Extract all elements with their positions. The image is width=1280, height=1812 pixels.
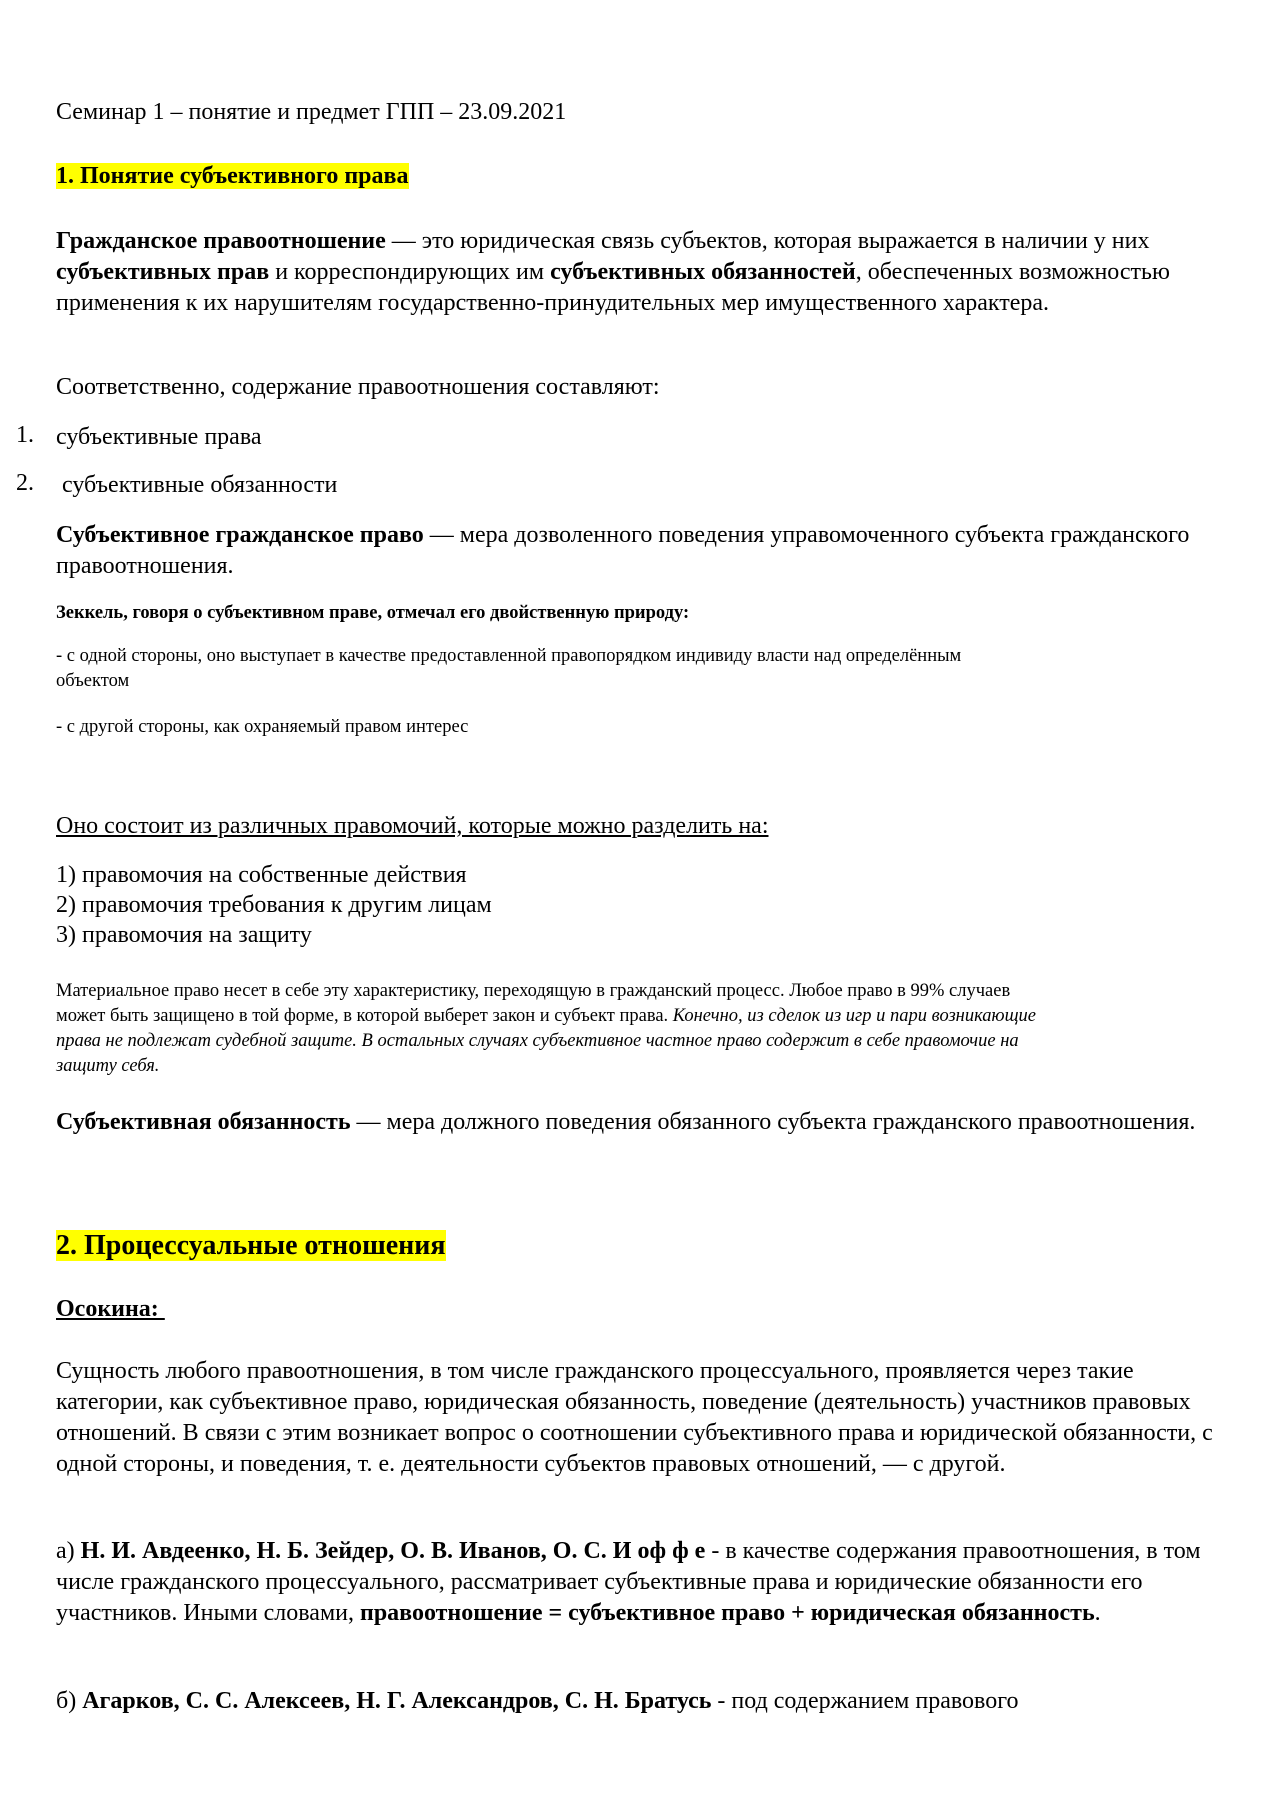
section-1-heading [56,161,1226,192]
view-a-paragraph: а) Н. И. Авдеенко, Н. Б. Зейдер, О. В. Иванов, О. С. И оф ф е - в качестве содержания правоотношения, в том числе гражданского процессуального, рассматривает субъективные права и юридические обязанности его участников. Иными словами, правоотношение = субъективное право + юридическая обязанность. [56,1538,1201,1626]
term-subjective-rights: субъективных прав [56,259,270,285]
term-subjective-duties: субъективных обязанностей [550,259,856,285]
powers-item: 2) правомочия требования к другим лицам [56,892,492,918]
section-1-heading-text: 1. Понятие субъективного права [56,163,409,189]
powers-item: 3) правомочия на защиту [56,922,312,948]
zeckel-point-2: - с другой стороны, как охраняемый правом интерес [56,717,469,737]
term-subjective-duty: Субъективная обязанность [56,1109,351,1135]
section-2-heading-text: 2. Процессуальные отношения [56,1230,446,1261]
view-b-paragraph: б) Агарков, С. С. Алексеев, Н. Г. Александров, С. Н. Братусь - под содержанием правового [56,1688,1019,1714]
civil-relation-definition: Гражданское правоотношение — это юридическая связь субъектов, которая выражается в наличии у них субъективных прав и корреспондирующих им субъективных обязанностей, обеспеченных возможностью применения к их нарушителям государственно-принудительных мер имущественного характера. [56,228,1170,316]
list-item-number: 2. [16,470,34,496]
content-intro: Соответственно, содержание правоотношения составляют: [56,374,660,400]
section-2-heading [56,1230,1226,1263]
list-item-number: 1. [16,422,34,448]
formula-a: правоотношение = субъективное право + юридическая обязанность [359,1600,1095,1626]
subjective-duty-definition: Субъективная обязанность — мера должного поведения обязанного субъекта гражданского правоотношения. [56,1109,1196,1135]
authors-b: Агарков, С. С. Алексеев, Н. Г. Александров, С. Н. Братусь [82,1688,712,1714]
zeckel-heading: Зеккель, говоря о субъективном праве, отмечал его двойственную природу: [56,603,690,623]
term-civil-relation: Гражданское правоотношение [56,228,386,254]
powers-item: 1) правомочия на собственные действия [56,862,467,888]
zeckel-point-1: - с одной стороны, оно выступает в качестве предоставленной правопорядком индивиду власти над определённым объектом [56,646,962,691]
essence-paragraph: Сущность любого правоотношения, в том числе гражданского процессуального, проявляется через такие категории, как субъективное право, юридическая обязанность, поведение (деятельность) участников правовых отношений. В связи с этим возникает вопрос о соотношении субъективного права и юридической обязанности, с одной стороны, и поведения, т. е. деятельности субъектов правовых отношений, — с другой. [56,1358,1213,1477]
list-item: субъективные обязанности [56,472,338,498]
powers-intro: Оно состоит из различных правомочий, которые можно разделить на: [56,813,769,839]
authors-a: Н. И. Авдеенко, Н. Б. Зейдер, О. В. Иванов, О. С. И оф ф е [80,1538,706,1564]
list-item: субъективные права [56,424,262,450]
subjective-right-definition: Субъективное гражданское право — мера дозволенного поведения управомоченного субъекта гражданского правоотношения. [56,522,1190,579]
term-subjective-civil-right: Субъективное гражданское право [56,522,424,548]
author-osokina: Осокина: [56,1296,165,1322]
material-law-note: Материальное право несет в себе эту характеристику, переходящую в гражданский процесс. Любое право в 99% случаев может быть защищено в той форме, в которой выберет закон и субъект права. Конечно, из сделок из игр и пари возникающие права не подлежат судебной защите. В остальных случаях субъективное частное право содержит в себе правомочие на защиту себя. [56,981,1037,1076]
seminar-title: Семинар 1 – понятие и предмет ГПП – 23.09.2021 [56,99,567,125]
